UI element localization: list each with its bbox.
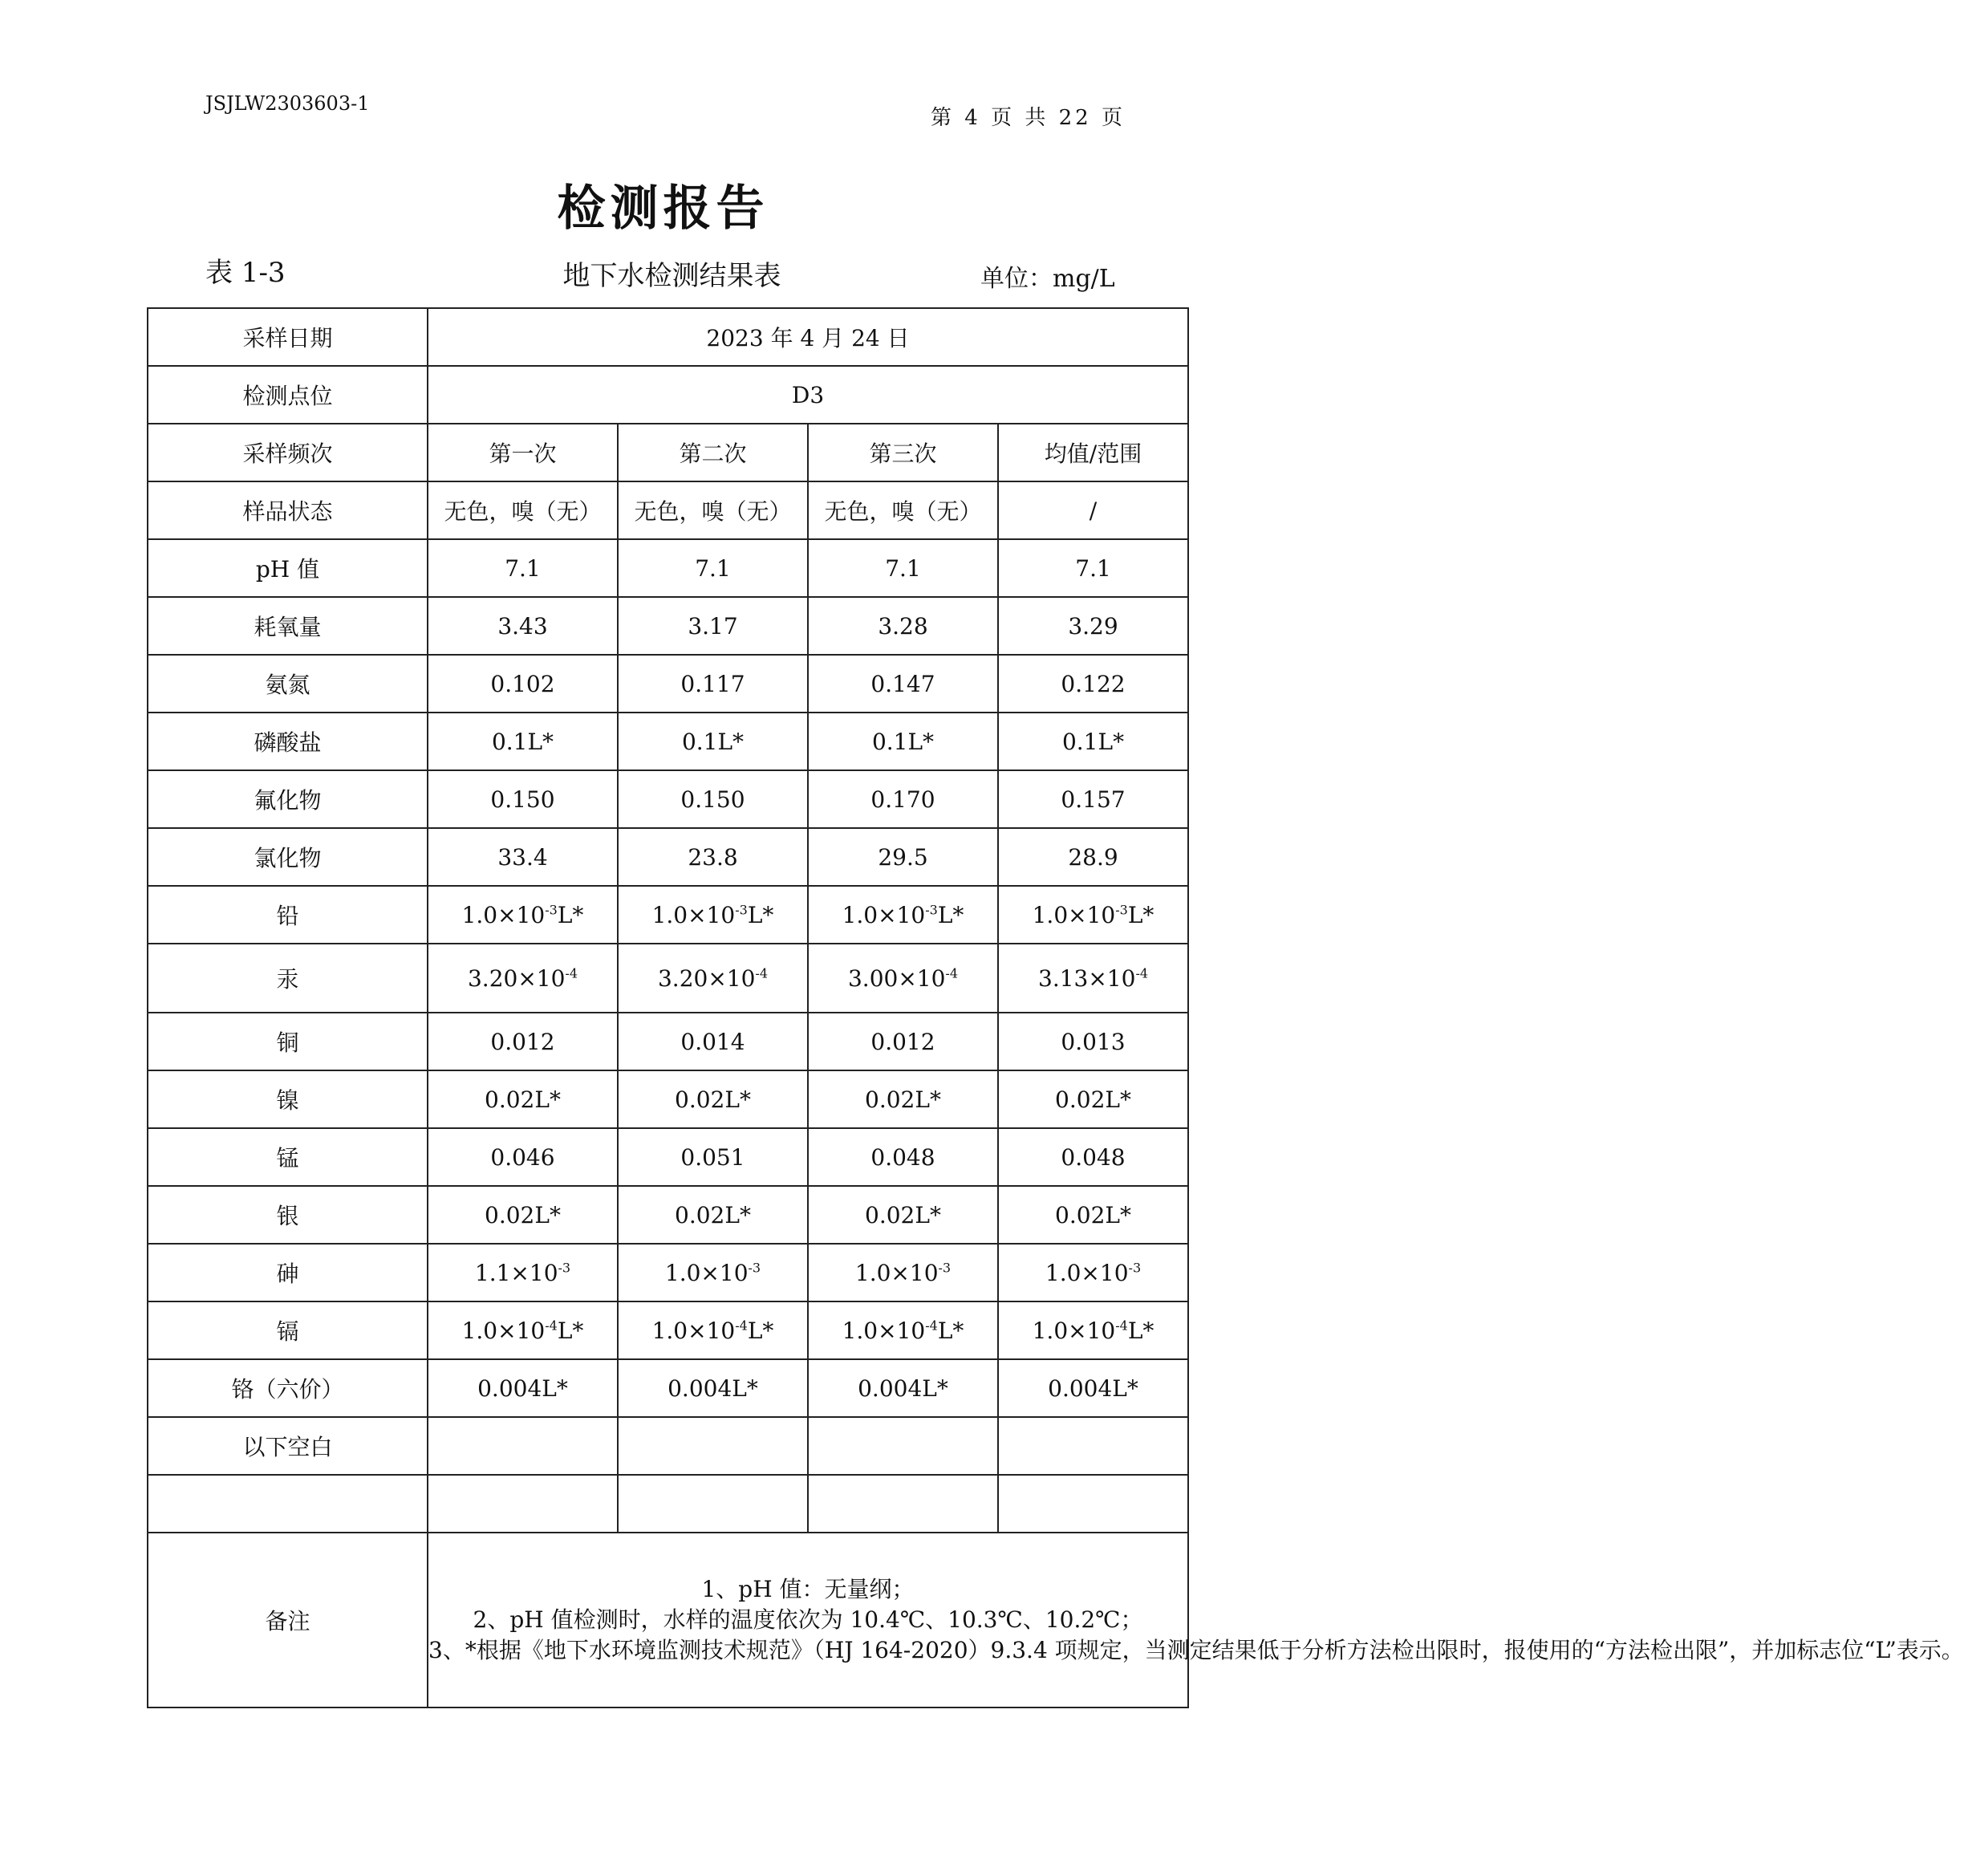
- report-number: JSJLW2303603-1: [205, 92, 370, 115]
- notes-label: 备注: [148, 1533, 428, 1707]
- result-cell: [618, 886, 808, 944]
- result-cell: 无色，嗅（无）: [808, 481, 998, 539]
- result-cell: [618, 1301, 808, 1359]
- exponent: -4: [565, 965, 578, 981]
- detection-flag: L*: [557, 901, 584, 928]
- parameter-label: [148, 1475, 428, 1533]
- result-cell: 0.150: [618, 770, 808, 828]
- parameter-label: 镍: [148, 1070, 428, 1128]
- mantissa: 3.20×10: [657, 964, 756, 992]
- exponent: -4: [945, 965, 959, 981]
- result-cell: 0.1L*: [618, 713, 808, 770]
- mantissa: 1.0×10: [1032, 901, 1116, 928]
- result-cell: 0.012: [428, 1013, 618, 1070]
- result-cell: [998, 1475, 1188, 1533]
- result-cell: 0.02L*: [618, 1186, 808, 1244]
- parameter-label: 氨氮: [148, 655, 428, 713]
- detection-flag: L*: [557, 1317, 584, 1344]
- result-cell: [618, 1417, 808, 1475]
- result-cell: 3.28: [808, 597, 998, 655]
- exponent: -3: [735, 902, 748, 918]
- exponent: -4: [755, 965, 769, 981]
- result-cell: 3.43: [428, 597, 618, 655]
- table-row: [148, 828, 1188, 886]
- mantissa: 1.0×10: [1032, 1317, 1116, 1344]
- exponent: -3: [558, 1260, 571, 1276]
- result-cell: [428, 944, 618, 1013]
- column-header: 第三次: [808, 424, 998, 481]
- result-cell: 0.02L*: [998, 1186, 1188, 1244]
- result-cell: 0.02L*: [618, 1070, 808, 1128]
- note-line: 2、pH 值检测时，水样的温度依次为 10.4℃、10.3℃、10.2℃；: [473, 1606, 1143, 1633]
- detection-flag: L*: [747, 901, 774, 928]
- exponent: -4: [1135, 965, 1149, 981]
- table-row: [148, 1070, 1188, 1128]
- exponent: -3: [1115, 902, 1128, 918]
- exponent: -4: [735, 1318, 748, 1334]
- result-cell: [428, 1475, 618, 1533]
- detection-flag: L*: [937, 901, 964, 928]
- mantissa: 1.0×10: [854, 1259, 939, 1286]
- result-cell: 0.117: [618, 655, 808, 713]
- exponent: -3: [938, 1260, 952, 1276]
- result-cell: 0.046: [428, 1128, 618, 1186]
- table-row: [148, 944, 1188, 1013]
- parameter-label: 氯化物: [148, 828, 428, 886]
- notes-row: [148, 1533, 1188, 1707]
- result-cell: 7.1: [998, 539, 1188, 597]
- result-cell: 0.048: [998, 1128, 1188, 1186]
- result-cell: 0.1L*: [808, 713, 998, 770]
- result-cell: [998, 1301, 1188, 1359]
- detection-flag: L*: [747, 1317, 774, 1344]
- document-title: 检测报告: [557, 181, 769, 237]
- unit-label: 单位：mg/L: [980, 265, 1115, 293]
- exponent: -3: [545, 902, 558, 918]
- result-cell: [998, 944, 1188, 1013]
- results-table: [147, 307, 1964, 1708]
- parameter-label: 样品状态: [148, 481, 428, 539]
- result-cell: 0.02L*: [428, 1186, 618, 1244]
- result-cell: [618, 1475, 808, 1533]
- detection-flag: L*: [937, 1317, 964, 1344]
- result-cell: [808, 1301, 998, 1359]
- parameter-label: 锰: [148, 1128, 428, 1186]
- mantissa: 1.0×10: [1045, 1259, 1129, 1286]
- table-row: [148, 1301, 1188, 1359]
- parameter-label: 镉: [148, 1301, 428, 1359]
- parameter-label: 铜: [148, 1013, 428, 1070]
- parameter-label: 耗氧量: [148, 597, 428, 655]
- result-cell: 0.122: [998, 655, 1188, 713]
- table-row: [148, 770, 1188, 828]
- mantissa: 1.0×10: [461, 1317, 546, 1344]
- result-cell: [428, 1301, 618, 1359]
- result-cell: 23.8: [618, 828, 808, 886]
- result-cell: 0.1L*: [998, 713, 1188, 770]
- parameter-label: 银: [148, 1186, 428, 1244]
- table-row: [148, 481, 1188, 539]
- result-cell: 0.02L*: [428, 1070, 618, 1128]
- result-cell: [618, 944, 808, 1013]
- table-number: 表 1-3: [205, 257, 286, 289]
- result-cell: [998, 886, 1188, 944]
- result-cell: [428, 1244, 618, 1301]
- column-header: 均值/范围: [998, 424, 1188, 481]
- notes-content: [428, 1533, 1964, 1707]
- result-cell: 0.102: [428, 655, 618, 713]
- table-row: [148, 597, 1188, 655]
- sampling-date-row: [148, 308, 1188, 366]
- table-row: [148, 1186, 1188, 1244]
- result-cell: 28.9: [998, 828, 1188, 886]
- result-cell: [428, 886, 618, 944]
- result-cell: [998, 1244, 1188, 1301]
- result-cell: 33.4: [428, 828, 618, 886]
- result-cell: 0.147: [808, 655, 998, 713]
- mantissa: 3.20×10: [467, 964, 566, 992]
- result-cell: 7.1: [808, 539, 998, 597]
- mantissa: 1.0×10: [842, 1317, 926, 1344]
- table-title: 地下水检测结果表: [562, 260, 781, 292]
- result-cell: 0.004L*: [998, 1359, 1188, 1417]
- sampling-point-row: [148, 366, 1188, 424]
- mantissa: 1.1×10: [474, 1259, 558, 1286]
- result-cell: 3.17: [618, 597, 808, 655]
- parameter-label: 以下空白: [148, 1417, 428, 1475]
- mantissa: 1.0×10: [664, 1259, 749, 1286]
- result-cell: 0.004L*: [618, 1359, 808, 1417]
- table-row: [148, 1359, 1188, 1417]
- result-cell: [618, 1244, 808, 1301]
- result-cell: 0.004L*: [428, 1359, 618, 1417]
- exponent: -3: [1128, 1260, 1142, 1276]
- table-row: [148, 886, 1188, 944]
- table-row: [148, 713, 1188, 770]
- parameter-label: 磷酸盐: [148, 713, 428, 770]
- table-row: [148, 655, 1188, 713]
- exponent: -3: [925, 902, 938, 918]
- result-cell: [428, 1417, 618, 1475]
- sampling-point-value: D3: [428, 366, 1188, 424]
- note-line: 1、pH 值：无量纲；: [701, 1576, 915, 1602]
- exponent: -4: [925, 1318, 938, 1334]
- column-header: 第一次: [428, 424, 618, 481]
- sampling-point-label: 检测点位: [148, 366, 428, 424]
- sampling-frequency-row: [148, 424, 1188, 481]
- parameter-label: 铅: [148, 886, 428, 944]
- result-cell: 7.1: [428, 539, 618, 597]
- mantissa: 1.0×10: [651, 901, 736, 928]
- exponent: -4: [545, 1318, 558, 1334]
- mantissa: 1.0×10: [842, 901, 926, 928]
- table-row: [148, 1475, 1188, 1533]
- result-cell: 0.004L*: [808, 1359, 998, 1417]
- result-cell: 0.012: [808, 1013, 998, 1070]
- result-cell: 0.1L*: [428, 713, 618, 770]
- parameter-label: 铬（六价）: [148, 1359, 428, 1417]
- detection-flag: L*: [1127, 901, 1154, 928]
- exponent: -4: [1115, 1318, 1128, 1334]
- result-cell: 无色，嗅（无）: [618, 481, 808, 539]
- exponent: -3: [748, 1260, 761, 1276]
- result-cell: 无色，嗅（无）: [428, 481, 618, 539]
- result-cell: 0.048: [808, 1128, 998, 1186]
- result-cell: 0.02L*: [998, 1070, 1188, 1128]
- result-cell: 7.1: [618, 539, 808, 597]
- result-cell: [808, 1475, 998, 1533]
- table-row: [148, 1244, 1188, 1301]
- result-cell: 0.170: [808, 770, 998, 828]
- result-cell: [998, 1417, 1188, 1475]
- result-cell: /: [998, 481, 1188, 539]
- note-line: 3、*根据《地下水环境监测技术规范》（HJ 164-2020）9.3.4 项规定，当测定结果低于分析方法检出限时，报使用的“方法检出限”，并加标志位“L”表示。: [428, 1637, 1964, 1663]
- table-row: [148, 1013, 1188, 1070]
- sampling-frequency-label: 采样频次: [148, 424, 428, 481]
- sampling-date-label: 采样日期: [148, 308, 428, 366]
- result-cell: 29.5: [808, 828, 998, 886]
- detection-flag: L*: [1127, 1317, 1154, 1344]
- mantissa: 1.0×10: [651, 1317, 736, 1344]
- table-row: [148, 1417, 1188, 1475]
- parameter-label: 汞: [148, 944, 428, 1013]
- mantissa: 1.0×10: [461, 901, 546, 928]
- result-cell: [808, 886, 998, 944]
- mantissa: 3.00×10: [847, 964, 946, 992]
- table-row: [148, 1128, 1188, 1186]
- result-cell: 0.013: [998, 1013, 1188, 1070]
- result-cell: 0.02L*: [808, 1070, 998, 1128]
- result-cell: [808, 1417, 998, 1475]
- mantissa: 3.13×10: [1038, 964, 1136, 992]
- result-cell: 0.014: [618, 1013, 808, 1070]
- result-cell: [808, 1244, 998, 1301]
- result-cell: 0.02L*: [808, 1186, 998, 1244]
- result-cell: 0.051: [618, 1128, 808, 1186]
- column-header: 第二次: [618, 424, 808, 481]
- result-cell: 0.150: [428, 770, 618, 828]
- page-number: 第 4 页 共 22 页: [931, 106, 1126, 130]
- parameter-label: 氟化物: [148, 770, 428, 828]
- sampling-date-value: 2023 年 4 月 24 日: [428, 308, 1188, 366]
- table-row: [148, 539, 1188, 597]
- parameter-label: pH 值: [148, 539, 428, 597]
- result-cell: [808, 944, 998, 1013]
- parameter-label: 砷: [148, 1244, 428, 1301]
- result-cell: 0.157: [998, 770, 1188, 828]
- result-cell: 3.29: [998, 597, 1188, 655]
